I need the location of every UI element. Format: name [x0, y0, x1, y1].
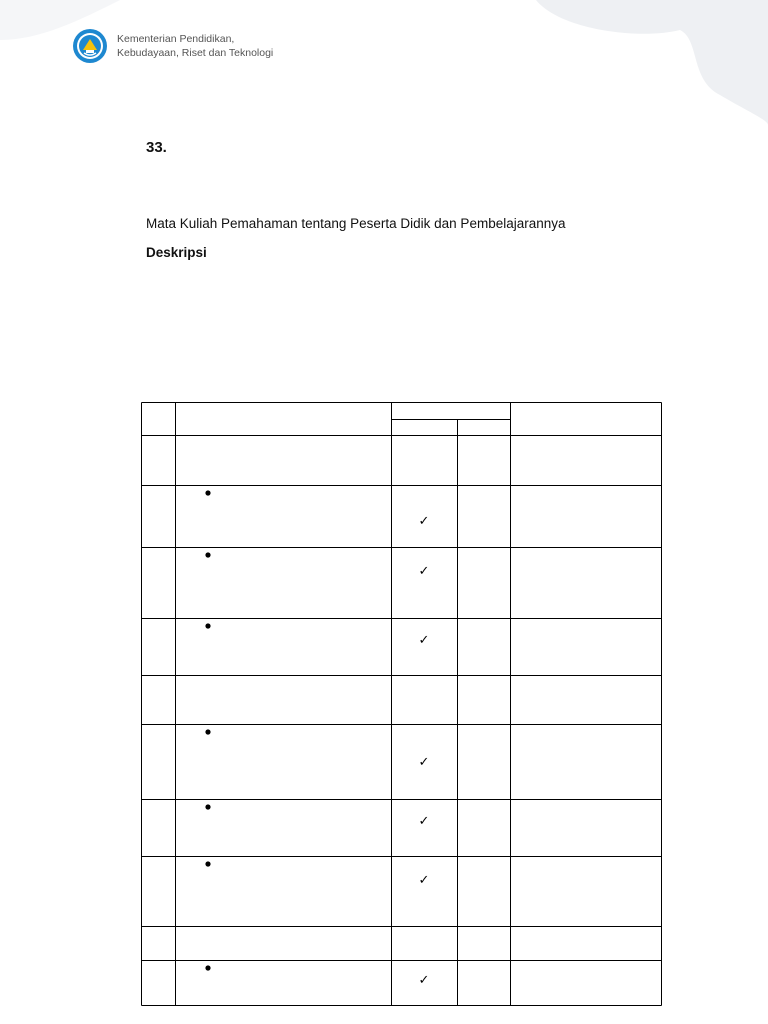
bullet-icon [205, 804, 210, 809]
check-mark-icon: ✓ [418, 814, 430, 829]
ministry-name-line2: Kebudayaan, Riset dan Teknologi [117, 47, 274, 59]
bullet-icon [205, 490, 210, 495]
bullet-icon [205, 729, 210, 734]
bullet-icon [205, 861, 210, 866]
section-title: Deskripsi [146, 245, 207, 260]
document-number: 33. [146, 139, 167, 156]
check-mark-icon: ✓ [418, 633, 430, 648]
check-mark-icon: ✓ [418, 564, 430, 579]
check-mark-icon: ✓ [418, 755, 430, 770]
ministry-name-line1: Kementerian Pendidikan, [117, 33, 235, 45]
check-mark-icon: ✓ [418, 873, 430, 888]
check-mark-icon: ✓ [418, 514, 430, 529]
bullet-icon [205, 623, 210, 628]
rubric-table [141, 402, 662, 1006]
bullet-icon [205, 965, 210, 970]
header [72, 28, 273, 64]
tut-wuri-handayani-logo-icon [72, 28, 108, 64]
bullet-icon [205, 552, 210, 557]
check-mark-icon: ✓ [418, 973, 430, 988]
course-title: Mata Kuliah Pemahaman tentang Peserta Didik dan Pembelajarannya [146, 216, 566, 231]
ministry-name [117, 32, 273, 60]
